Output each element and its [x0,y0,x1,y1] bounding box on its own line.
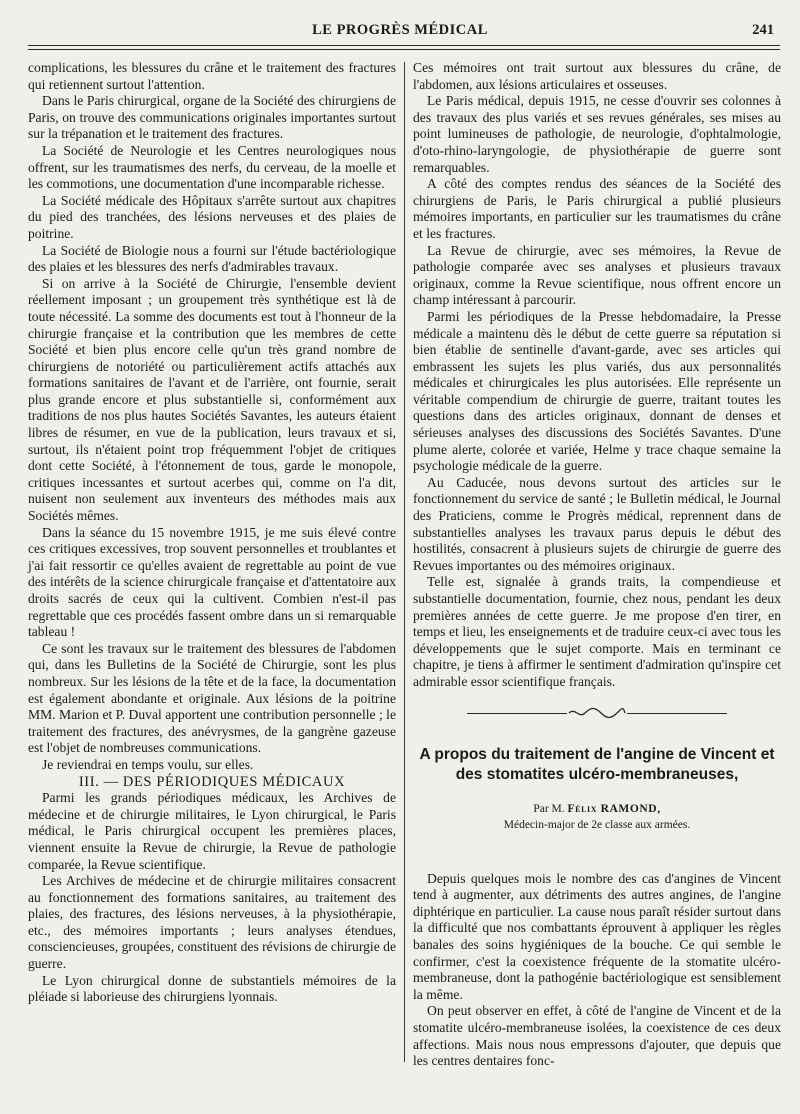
paragraph: On peut observer en effet, à côté de l'angine de Vincent et de la stomatite ulcéro-membraneuse isolées, la coexistence de ces deux affections. Mais nous nous empressons d'ajouter, que depuis que les centres dentaires fonc- [413,1003,781,1069]
journal-title: LE PROGRÈS MÉDICAL [312,22,488,38]
section-heading: III. — DES PÉRIODIQUES MÉDICAUX [78,773,346,790]
column-divider [404,62,405,1062]
article-byline [413,801,781,833]
byline-prefix: Par M. [533,802,565,815]
flourish-icon [567,707,627,719]
paragraph: Parmi les périodiques de la Presse hebdomadaire, la Presse médicale a maintenu dès le début de cette guerre sa réputation si bien établie de sentinelle d'avant-garde, avec ses articles qui embrassent les sujets les plus variés, dus aux personnalités médicales et chirurgicales les plus autorisées. Elle représente un véritable compendium de chirurgie de guerre, traitant toutes les questions dans des articles originaux, donnant de denses et sérieuses analyses des discussions des Sociétés Savantes. D'une plume alerte, colorée et variée, Helme y trace chaque semaine la psychologie médicale de la guerre. [413,308,781,474]
paragraph: complications, les blessures du crâne et le traitement des fractures qui retiennent surtout l'attention. [28,60,396,92]
paragraph: Dans le Paris chirurgical, organe de la Société des chirurgiens de Paris, on trouve des communications originales importantes surtout sur la trépanation et le traitement des fractures. [28,93,396,142]
header-rule [28,45,780,46]
paragraph: Parmi les grands périodiques médicaux, les Archives de médecine et de chirurgie militaires, le Lyon chirurgical, le Paris médical, le Paris chirurgical occupent les premières places, viennent ensuite la Revue de chirurgie, la Revue de pathologie comparée, la Revue scientifique. [28,790,396,872]
author-name: Félix RAMOND, [567,802,661,815]
header-rule-secondary [28,49,780,50]
paragraph: Ces mémoires ont trait surtout aux blessures du crâne, de l'abdomen, aux lésions articulaires et osseuses. [413,60,781,92]
paragraph: La Société de Biologie nous a fourni sur l'étude bactériologique des plaies et les blessures des nerfs d'admirables travaux. [28,242,396,275]
left-column [28,60,396,1006]
paragraph: Dans la séance du 15 novembre 1915, je me suis élevé contre ces critiques excessives, trop souvent personnelles et troublantes et j'ai fait ressortir ce qu'elles avaient de regrettable au point de vue des intérêts de la science chirurgicale française et d'attentatoire aux droits sacrés de ceux qui la cultivent. Combien n'est-il pas regrettable que ces procédés fassent ombre dans un si remarquable tableau ! [28,524,396,640]
paragraph: La Société médicale des Hôpitaux s'arrête surtout aux chapitres du pied des tranchées, des lésions nerveuses et des plaies de poitrine. [28,192,396,241]
ornament-line-right [627,713,727,714]
paragraph: La Revue de chirurgie, avec ses mémoires, la Revue de pathologie comparée avec ses analyses et plusieurs travaux originaux, comme la Revue scientifique, nous offrent encore un champ intéressant à parcourir. [413,242,781,308]
paragraph: La Société de Neurologie et les Centres neurologiques nous offrent, sur les traumatismes des nerfs, du cerveau, de la moelle et les commotions, une documentation d'une incomparable richesse. [28,142,396,192]
page-number: 241 [752,22,774,38]
paragraph: A côté des comptes rendus des séances de la Société des chirurgiens de Paris, le Paris chirurgical a publié plusieurs mémoires importants, en particulier sur les traumatismes du crâne et les fractures. [413,176,781,241]
paragraph: Le Paris médical, depuis 1915, ne cesse d'ouvrir ses colonnes à des travaux des plus variés et ses revues générales, ses mises au point lumineuses de pathologie, de neurologie, d'ophtalmologie, d'oto-rhino-laryngologie, de physiothérapie de guerre sont remarquables. [413,93,781,175]
author-affiliation: Médecin-major de 2e classe aux armées. [503,818,691,831]
paragraph: Ce sont les travaux sur le traitement des blessures de l'abdomen qui, dans les Bulletins de la Société de Chirurgie, sont les plus nombreux. Sur les lésions de la tête et de la face, la documentation est également abondante et originale. Aux lésions de la poitrine MM. Marion et P. Duval apportent une contribution personnelle ; le traitement des fractures, des anévrysmes, de la gangrène gazeuse est l'objet de nombreuses communications. [28,640,396,756]
ornament-line-left [467,713,567,714]
right-column [413,60,781,1070]
page-header [0,0,800,44]
paragraph: Le Lyon chirurgical donne de substantiels mémoires de la pléiade si laborieuse des chirurgiens lyonnais. [28,972,396,1005]
article-title: A propos du traitement de l'angine de Vincent et des stomatites ulcéro-membraneuses, [419,745,775,783]
paragraph: Telle est, signalée à grands traits, la compendieuse et substantielle documentation, fournie, chez nous, pendant les deux premières années de cette guerre. Je me propose d'en tirer, en temps et lieu, les enseignements et de traduire ceux-ci avec tous les développements que le sujet comporte. Mais en terminant ce chapitre, je tiens à affirmer le sentiment d'admiration qu'inspire cet admirable essor scientifique français. [413,574,781,689]
paragraph: Je reviendrai en temps voulu, sur elles. [42,756,254,772]
paragraph: Depuis quelques mois le nombre des cas d'angines de Vincent tend à augmenter, aux détriments des autres angines, de l'angine diphtérique en particulier. La cause nous paraît résider surtout dans la difficulté que nos combattants éprouvent à appliquer les règles banales des soins hygiéniques de la bouche. Ce qui semble le confirmer, c'est la coexistence fréquente de la stomatite ulcéro-membraneuse, dont la pathogénie bactériologique est sensiblement la même. [413,870,781,1002]
ornament-flourish [567,707,627,725]
section-ornament [413,707,781,719]
paragraph: Les Archives de médecine et de chirurgie militaires consacrent au fonctionnement des formations sanitaires, au traitement des plaies, des fractures, des lésions nerveuses, à la physiothérapie, etc., des mémoires importants ; leurs analyses étendues, consciencieuses, groupées, constituent des révisions de chirurgie de guerre. [28,873,396,972]
article-body [413,871,781,1070]
paragraph: Si on arrive à la Société de Chirurgie, l'ensemble devient réellement imposant ; un groupement très synthétique est là de toute nécessité. La somme des documents est tout à l'honneur de la chirurgie française et la contribution que les membres de cette Société et bien plus encore celle qu'un très grand nombre de chirurgiens de notoriété ou particulièrement actifs attachés aux formations sanitaires de l'avant et de l'arrière, ont fournie, serait plus grande encore et plus substantielle si, conformément aux traditions de nos plus hautes Sociétés Savantes, les auteurs étaient libres de résumer, en vue de la publication, leurs travaux et si, surtout, ils n'étaient point trop fréquemment l'objet de critiques dont cette Société, à l'étonnement de tous, garde le monopole, critiques incessantes et surtout acerbes qui, comme on l'a dit, nuisent non seulement aux inventeurs des méthodes mais aux Sociétés mêmes. [28,275,396,524]
paragraph: Au Caducée, nous devons surtout des articles sur le fonctionnement du service de santé ; le Bulletin médical, le Journal des Praticiens, comme le Progrès médical, reprennent dans de substantielles analyses les travaux parus depuis le début des hostilités, consacrent à plusieurs sujets de chirurgie de guerre des Revues importantes ou des mémoires originaux. [413,474,781,573]
